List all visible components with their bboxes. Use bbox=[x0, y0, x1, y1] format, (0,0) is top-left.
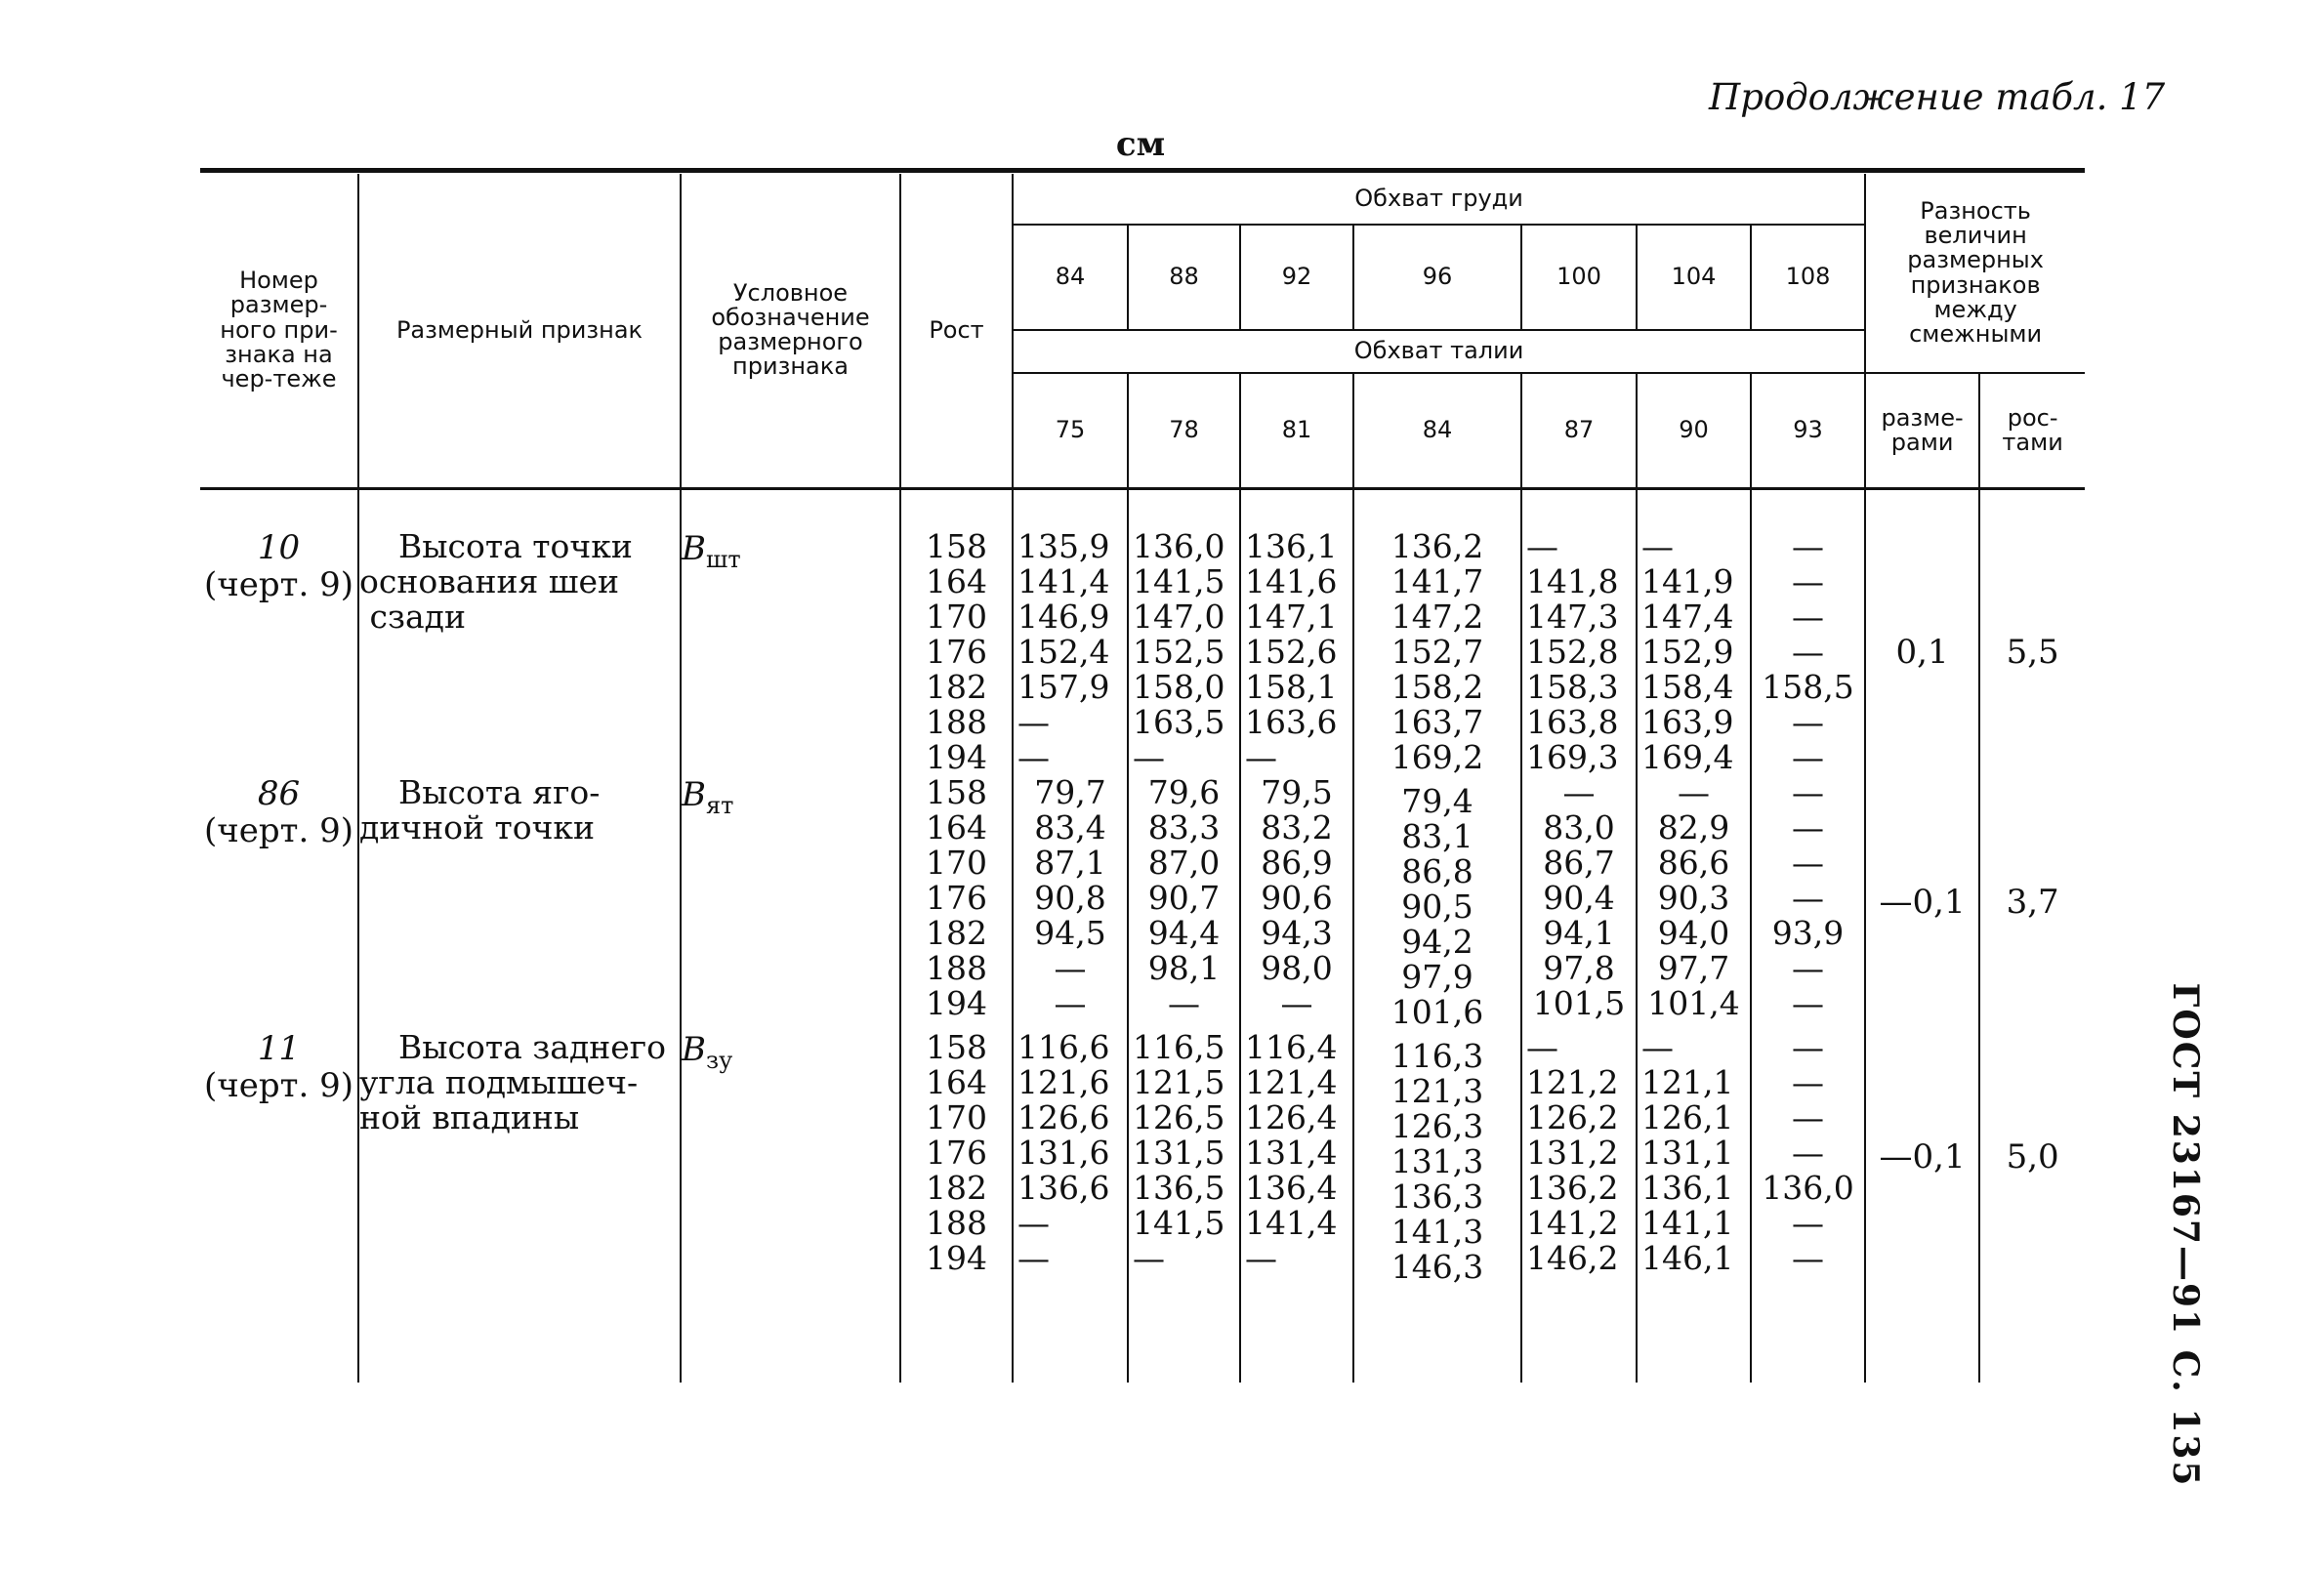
feature-symbol: $В_{шт}$ bbox=[681, 488, 900, 775]
unit-label: см bbox=[1115, 125, 1166, 164]
measurements-table bbox=[200, 174, 2085, 1383]
values-chest-88: 136,0 141,5 147,0 152,5 158,0 163,5 — bbox=[1128, 488, 1240, 775]
header-waist-84: 84 bbox=[1353, 373, 1521, 488]
header-chest-104: 104 bbox=[1637, 225, 1751, 330]
feature-number: 10 bbox=[257, 527, 301, 567]
values-chest-108: — — — — 158,5 — — bbox=[1751, 488, 1865, 775]
header-waist-78: 78 bbox=[1128, 373, 1240, 488]
header-chest-label: Обхват груди bbox=[1013, 174, 1865, 225]
values-chest-88: 79,6 83,3 87,0 90,7 94,4 98,1 — bbox=[1128, 775, 1240, 1030]
feature-name-rest: основания шеи сзади bbox=[359, 561, 619, 636]
header-number: Номер размер-ного при-знака на чер-теже bbox=[200, 174, 358, 488]
header-waist-90: 90 bbox=[1637, 373, 1751, 488]
values-chest-100: — 141,8 147,3 152,8 158,3 163,8 169,3 bbox=[1521, 488, 1637, 775]
header-feature: Размерный признак bbox=[358, 174, 681, 488]
diff-heights-value: 3,7 bbox=[1979, 775, 2085, 1030]
header-waist-87: 87 bbox=[1521, 373, 1637, 488]
values-chest-96: 136,2 141,7 147,2 152,7 158,2 163,7 169,2 bbox=[1353, 488, 1521, 775]
header-chest-84: 84 bbox=[1013, 225, 1128, 330]
values-chest-88: 116,5 121,5 126,5 131,5 136,5 141,5 — bbox=[1128, 1030, 1240, 1285]
feature-number: 11 bbox=[257, 1028, 301, 1068]
feature-name-line1: Высота точки bbox=[398, 526, 633, 565]
values-chest-84: 135,9 141,4 146,9 152,4 157,9 — — bbox=[1013, 488, 1128, 775]
header-chest-92: 92 bbox=[1240, 225, 1353, 330]
table-row bbox=[200, 1030, 2085, 1285]
feature-name-rest: дичной точки bbox=[359, 807, 596, 846]
header-diff-sizes: разме-рами bbox=[1865, 373, 1979, 488]
feature-number: 86 bbox=[257, 773, 301, 813]
table-row bbox=[200, 488, 2085, 775]
diff-heights-value: 5,5 bbox=[1979, 488, 2085, 775]
header-height: Рост bbox=[900, 174, 1013, 488]
values-chest-104: — 121,1 126,1 131,1 136,1 141,1 146,1 bbox=[1637, 1030, 1751, 1285]
header-chest-88: 88 bbox=[1128, 225, 1240, 330]
values-chest-84: 79,7 83,4 87,1 90,8 94,5 — — bbox=[1013, 775, 1128, 1030]
heights-column: 158 164 170 176 182 188 194 bbox=[900, 775, 1013, 1030]
values-chest-108: — — — — 93,9 — — bbox=[1751, 775, 1865, 1030]
values-chest-92: 116,4 121,4 126,4 131,4 136,4 141,4 — bbox=[1240, 1030, 1353, 1285]
heights-column: 158 164 170 176 182 188 194 bbox=[900, 1030, 1013, 1285]
drawing-ref: (черт. 9) bbox=[204, 810, 353, 850]
values-chest-84: 116,6 121,6 126,6 131,6 136,6 — — bbox=[1013, 1030, 1128, 1285]
drawing-ref: (черт. 9) bbox=[204, 1065, 353, 1105]
values-chest-100: — 121,2 126,2 131,2 136,2 141,2 146,2 bbox=[1521, 1030, 1637, 1285]
values-chest-96: 79,4 83,1 86,8 90,5 94,2 97,9 101,6 bbox=[1353, 775, 1521, 1030]
diff-sizes-value: —0,1 bbox=[1865, 775, 1979, 1030]
header-waist-label: Обхват талии bbox=[1013, 330, 1865, 373]
diff-sizes-value: 0,1 bbox=[1865, 488, 1979, 775]
top-rule bbox=[200, 168, 2085, 173]
header-symbol: Условное обозначение размерного признака bbox=[681, 174, 900, 488]
values-chest-108: — — — — 136,0 — — bbox=[1751, 1030, 1865, 1285]
header-chest-108: 108 bbox=[1751, 225, 1865, 330]
table-filler-row bbox=[200, 1285, 2085, 1383]
values-chest-92: 136,1 141,6 147,1 152,6 158,1 163,6 — bbox=[1240, 488, 1353, 775]
header-waist-93: 93 bbox=[1751, 373, 1865, 488]
header-chest-96: 96 bbox=[1353, 225, 1521, 330]
header-diff: Разность величин размерных признаков между смежными bbox=[1865, 174, 2085, 373]
page-header: Продолжение табл. 17 bbox=[1709, 76, 2166, 118]
values-chest-104: — 82,9 86,6 90,3 94,0 97,7 101,4 bbox=[1637, 775, 1751, 1030]
values-chest-96: 116,3 121,3 126,3 131,3 136,3 141,3 146,3 bbox=[1353, 1030, 1521, 1285]
values-chest-92: 79,5 83,2 86,9 90,6 94,3 98,0 — bbox=[1240, 775, 1353, 1030]
table-row bbox=[200, 775, 2085, 1030]
values-chest-104: — 141,9 147,4 152,9 158,4 163,9 169,4 bbox=[1637, 488, 1751, 775]
values-chest-100: — 83,0 86,7 90,4 94,1 97,8 101,5 bbox=[1521, 775, 1637, 1030]
side-standard-label: ГОСТ 23167—91 С. 135 bbox=[2165, 982, 2206, 1488]
header-chest-100: 100 bbox=[1521, 225, 1637, 330]
heights-column: 158 164 170 176 182 188 194 bbox=[900, 488, 1013, 775]
feature-symbol: $В_{зу}$ bbox=[681, 1030, 900, 1285]
feature-name-line1: Высота заднего bbox=[398, 1027, 666, 1066]
header-waist-81: 81 bbox=[1240, 373, 1353, 488]
header-diff-heights: рос-тами bbox=[1979, 373, 2085, 488]
header-waist-75: 75 bbox=[1013, 373, 1128, 488]
drawing-ref: (черт. 9) bbox=[204, 564, 353, 604]
diff-heights-value: 5,0 bbox=[1979, 1030, 2085, 1285]
feature-name-line1: Высота яго- bbox=[398, 772, 601, 811]
diff-sizes-value: —0,1 bbox=[1865, 1030, 1979, 1285]
feature-name-rest: угла подмышеч- ной впадины bbox=[359, 1062, 639, 1136]
feature-symbol: $В_{ят}$ bbox=[681, 775, 900, 1030]
